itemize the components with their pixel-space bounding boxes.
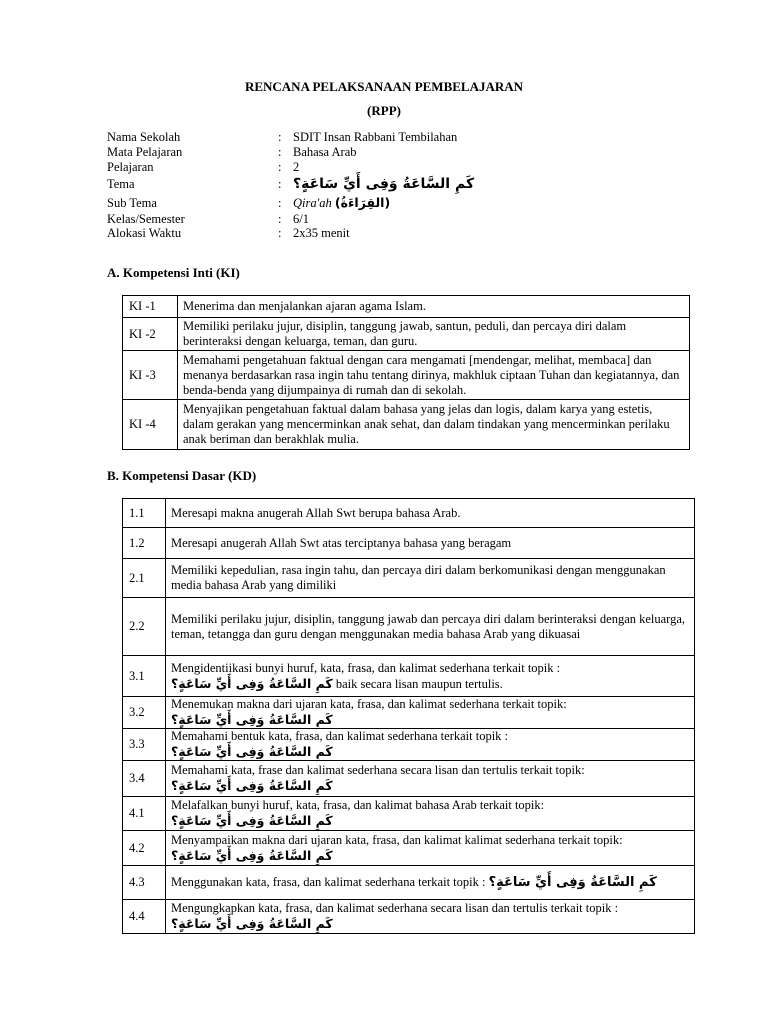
table-row [123, 559, 695, 598]
kd-code: 2.2 [123, 598, 166, 656]
table-row [123, 598, 695, 656]
table-row [123, 761, 695, 797]
ki-code: KI -4 [123, 400, 178, 450]
kd-text: Memahami kata, frase dan kalimat sederhana secara lisan dan tertulis terkait topik: [171, 763, 585, 777]
identity-value-arabic: (القِرَاءَةُ) [334, 195, 391, 210]
kd-topic-arabic: كَمِ السَّاعَةُ وَفِى أَيِّ سَاعَةٍ؟ [488, 875, 657, 890]
section-heading-ki: A. Kompetensi Inti (KI) [107, 265, 240, 280]
identity-value-arabic: كَمِ السَّاعَةُ وَفِى أَيِّ سَاعَةٍ؟ [293, 176, 475, 192]
ki-code: KI -3 [123, 351, 178, 400]
identity-separator: : [278, 196, 282, 210]
kd-table [122, 498, 695, 934]
identity-separator: : [278, 226, 282, 240]
table-row [123, 697, 695, 729]
identity-separator: : [278, 130, 282, 144]
kd-text-suffix: baik secara lisan maupun tertulis. [335, 676, 503, 691]
ki-table [122, 295, 690, 450]
table-row [123, 499, 695, 528]
kd-text: Menyampaikan makna dari ujaran kata, frasa, dan kalimat kalimat sederhana terkait topik: [171, 832, 623, 847]
identity-label: Nama Sekolah [107, 130, 181, 144]
identity-label: Kelas/Semester [107, 212, 185, 226]
identity-label: Pelajaran [107, 160, 154, 174]
ki-text: Menyajikan pengetahuan faktual dalam bahasa yang jelas dan logis, dalam karya yang estetis, dalam gerakan yang mencerminkan anak sehat, dan dalam tindakan yang mencerminkan perilaku anak beriman dan berakhlak mulia. [178, 400, 690, 450]
ki-text: Memahami pengetahuan faktual dengan cara mengamati [mendengar, melihat, membaca] dan menanya berdasarkan rasa ingin tahu tentang dirinya, makhluk ciptaan Tuhan dan kegiatannya, dan benda-benda yang dijumpainya di rumah dan di sekolah. [178, 351, 690, 400]
identity-value: 2 [293, 160, 300, 174]
kd-topic-arabic: كَمِ السَّاعَةُ وَفِى أَيِّ سَاعَةٍ؟ [171, 847, 333, 863]
kd-topic-arabic: كَمِ السَّاعَةُ وَفِى أَيِّ سَاعَةٍ؟ [171, 813, 333, 828]
document-subtitle: (RPP) [367, 103, 401, 118]
table-row [123, 656, 695, 697]
identity-value: 6/1 [293, 212, 309, 226]
kd-text: Melafalkan bunyi huruf, kata, frasa, dan kalimat bahasa Arab terkait topik: [171, 798, 545, 812]
table-row [123, 900, 695, 934]
section-heading-kd: B. Kompetensi Dasar (KD) [107, 468, 257, 483]
kd-code: 1.1 [123, 499, 166, 528]
table-row [123, 729, 695, 761]
identity-value: Bahasa Arab [293, 145, 357, 159]
kd-code: 2.1 [123, 559, 166, 598]
kd-text: Menemukan makna dari ujaran kata, frasa, dan kalimat sederhana terkait topik: [171, 697, 567, 711]
identity-value: SDIT Insan Rabbani Tembilahan [293, 130, 458, 144]
kd-text: Memiliki perilaku jujur, disiplin, tanggung jawab dan percaya diri dalam berinteraksi dengan keluarga, teman, tetangga dan guru dengan menggunakan media bahasa Arab yang dikuasai [166, 598, 695, 656]
table-row [123, 831, 695, 866]
identity-separator: : [278, 160, 282, 174]
kd-topic-arabic: كَمِ السَّاعَةُ وَفِى أَيِّ سَاعَةٍ؟ [171, 675, 333, 691]
table-row [123, 528, 695, 559]
kd-text: Memiliki kepedulian, rasa ingin tahu, dan percaya diri dalam berkomunikasi dengan menggunakan media bahasa Arab yang dimiliki [166, 559, 695, 598]
kd-topic-arabic: كَمِ السَّاعَةُ وَفِى أَيِّ سَاعَةٍ؟ [171, 712, 333, 727]
document-title: RENCANA PELAKSANAAN PEMBELAJARAN [244, 79, 524, 94]
table-row [123, 400, 690, 450]
kd-text: Memahami bentuk kata, frasa, dan kalimat sederhana terkait topik : [171, 729, 509, 743]
kd-code: 3.3 [123, 729, 166, 761]
identity-label: Mata Pelajaran [107, 145, 183, 159]
kd-text: Meresapi anugerah Allah Swt atas terciptanya bahasa yang beragam [166, 528, 695, 559]
kd-text: Meresapi makna anugerah Allah Swt berupa bahasa Arab. [166, 499, 695, 528]
ki-code: KI -2 [123, 318, 178, 351]
kd-text: Mengidentiikasi bunyi huruf, kata, frasa, dan kalimat sederhana terkait topik : [171, 660, 561, 675]
table-row [123, 866, 695, 900]
kd-text: Menggunakan kata, frasa, dan kalimat sederhana terkait topik : [171, 875, 486, 889]
identity-label: Tema [107, 177, 135, 191]
identity-separator: : [278, 212, 282, 226]
ki-text: Memiliki perilaku jujur, disiplin, tanggung jawab, santun, peduli, dan percaya diri dalam berinteraksi dengan keluarga, teman, dan guru. [178, 318, 690, 351]
kd-topic-arabic: كَمِ السَّاعَةُ وَفِى أَيِّ سَاعَةٍ؟ [171, 916, 333, 931]
kd-topic-arabic: كَمِ السَّاعَةُ وَفِى أَيِّ سَاعَةٍ؟ [171, 744, 333, 759]
kd-topic-arabic: كَمِ السَّاعَةُ وَفِى أَيِّ سَاعَةٍ؟ [171, 778, 333, 793]
table-row [123, 351, 690, 400]
identity-label: Alokasi Waktu [107, 226, 182, 240]
kd-code: 4.1 [123, 797, 166, 831]
kd-code: 4.4 [123, 900, 166, 934]
ki-code: KI -1 [123, 296, 178, 318]
identity-value: Qira'ah [293, 196, 332, 210]
kd-code: 1.2 [123, 528, 166, 559]
kd-code: 3.2 [123, 697, 166, 729]
table-row [123, 797, 695, 831]
ki-text: Menerima dan menjalankan ajaran agama Islam. [178, 296, 690, 318]
kd-code: 3.4 [123, 761, 166, 797]
identity-separator: : [278, 177, 282, 191]
kd-text: Mengungkapkan kata, frasa, dan kalimat sederhana secara lisan dan tertulis terkait topik : [171, 901, 619, 915]
identity-value: 2x35 menit [293, 226, 350, 240]
kd-code: 3.1 [123, 656, 166, 697]
kd-code: 4.2 [123, 831, 166, 866]
table-row [123, 296, 690, 318]
table-row [123, 318, 690, 351]
kd-code: 4.3 [123, 866, 166, 900]
identity-label: Sub Tema [107, 196, 157, 210]
identity-separator: : [278, 145, 282, 159]
